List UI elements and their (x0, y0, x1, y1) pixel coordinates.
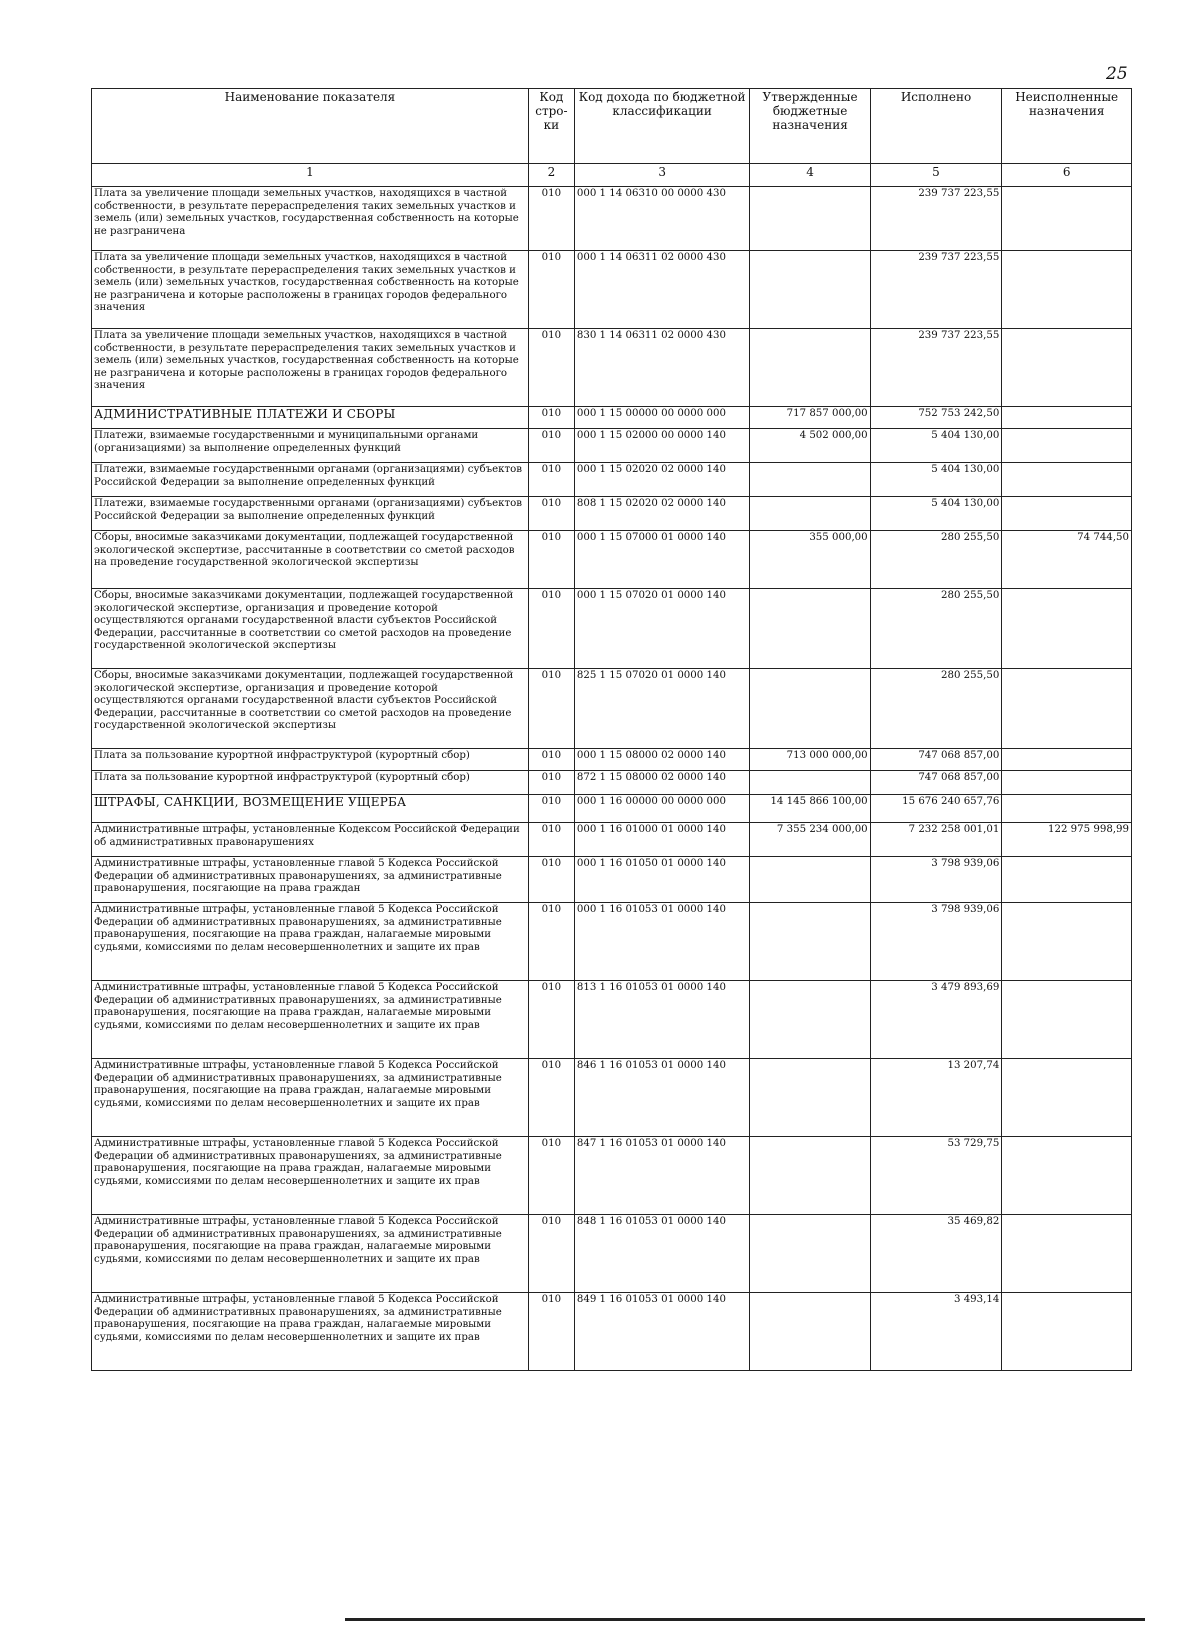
executed-amount: 280 255,50 (870, 531, 1002, 589)
executed-amount: 15 676 240 657,76 (870, 795, 1002, 823)
line-code: 010 (528, 795, 574, 823)
approved-amount (750, 187, 870, 251)
unexecuted-amount (1002, 795, 1132, 823)
executed-amount: 239 737 223,55 (870, 329, 1002, 407)
table-row (92, 771, 1132, 795)
col-number: 5 (870, 164, 1002, 187)
income-code: 000 1 15 08000 02 0000 140 (574, 749, 750, 771)
income-code: 849 1 16 01053 01 0000 140 (574, 1293, 750, 1371)
indicator-name: Плата за увеличение площади земельных участков, находящихся в частной собственности, в результате перераспределения таких земельных участков и земель (или) земельных участков, государственная собственность на которые не разграничена (92, 187, 529, 251)
col-number: 3 (574, 164, 750, 187)
unexecuted-amount (1002, 429, 1132, 463)
line-code: 010 (528, 1215, 574, 1293)
unexecuted-amount (1002, 903, 1132, 981)
col-header-executed: Исполнено (870, 89, 1002, 164)
indicator-name: Административные штрафы, установленные главой 5 Кодекса Российской Федерации об административных правонарушениях, за административные правонарушения, посягающие на права граждан, налагаемые мировыми судьями, комиссиями по делам несовершеннолетних и защите их прав (92, 903, 529, 981)
income-code: 000 1 15 00000 00 0000 000 (574, 407, 750, 429)
line-code: 010 (528, 1059, 574, 1137)
approved-amount (750, 1293, 870, 1371)
approved-amount (750, 497, 870, 531)
income-code: 000 1 16 01050 01 0000 140 (574, 857, 750, 903)
indicator-name: Административные штрафы, установленные главой 5 Кодекса Российской Федерации об административных правонарушениях, за административные правонарушения, посягающие на права граждан (92, 857, 529, 903)
approved-amount (750, 981, 870, 1059)
header-row (92, 89, 1132, 164)
indicator-name: Административные штрафы, установленные главой 5 Кодекса Российской Федерации об административных правонарушениях, за административные правонарушения, посягающие на права граждан, налагаемые мировыми судьями, комиссиями по делам несовершеннолетних и защите их прав (92, 981, 529, 1059)
executed-amount: 3 479 893,69 (870, 981, 1002, 1059)
line-code: 010 (528, 251, 574, 329)
table-row (92, 749, 1132, 771)
line-code: 010 (528, 981, 574, 1059)
line-code: 010 (528, 771, 574, 795)
line-code: 010 (528, 187, 574, 251)
table-row (92, 1137, 1132, 1215)
col-number: 4 (750, 164, 870, 187)
line-code: 010 (528, 329, 574, 407)
unexecuted-amount (1002, 251, 1132, 329)
income-code: 000 1 15 02000 00 0000 140 (574, 429, 750, 463)
executed-amount: 3 798 939,06 (870, 903, 1002, 981)
executed-amount: 239 737 223,55 (870, 251, 1002, 329)
table-row (92, 407, 1132, 429)
unexecuted-amount (1002, 497, 1132, 531)
indicator-name: Административные штрафы, установленные главой 5 Кодекса Российской Федерации об административных правонарушениях, за административные правонарушения, посягающие на права граждан, налагаемые мировыми судьями, комиссиями по делам несовершеннолетних и защите их прав (92, 1059, 529, 1137)
indicator-name: Сборы, вносимые заказчиками документации, подлежащей государственной экологической экспертизе, организация и проведение которой осуществляются органами государственной власти субъектов Российской Федерации, рассчитанные в соответствии со сметой расходов на проведение государственной экологической экспертизы (92, 589, 529, 669)
col-number: 2 (528, 164, 574, 187)
executed-amount: 3 798 939,06 (870, 857, 1002, 903)
indicator-name: ШТРАФЫ, САНКЦИИ, ВОЗМЕЩЕНИЕ УЩЕРБА (92, 795, 529, 823)
executed-amount: 5 404 130,00 (870, 463, 1002, 497)
approved-amount (750, 903, 870, 981)
unexecuted-amount (1002, 749, 1132, 771)
line-code: 010 (528, 823, 574, 857)
approved-amount: 14 145 866 100,00 (750, 795, 870, 823)
executed-amount: 5 404 130,00 (870, 497, 1002, 531)
unexecuted-amount (1002, 771, 1132, 795)
income-code: 000 1 14 06311 02 0000 430 (574, 251, 750, 329)
line-code: 010 (528, 429, 574, 463)
income-code: 813 1 16 01053 01 0000 140 (574, 981, 750, 1059)
indicator-name: Плата за пользование курортной инфраструктурой (курортный сбор) (92, 749, 529, 771)
table-row (92, 589, 1132, 669)
table-row (92, 857, 1132, 903)
income-code: 000 1 14 06310 00 0000 430 (574, 187, 750, 251)
table-row (92, 329, 1132, 407)
executed-amount: 747 068 857,00 (870, 771, 1002, 795)
executed-amount: 13 207,74 (870, 1059, 1002, 1137)
table-row (92, 429, 1132, 463)
income-code: 000 1 16 00000 00 0000 000 (574, 795, 750, 823)
unexecuted-amount: 122 975 998,99 (1002, 823, 1132, 857)
indicator-name: АДМИНИСТРАТИВНЫЕ ПЛАТЕЖИ И СБОРЫ (92, 407, 529, 429)
unexecuted-amount (1002, 463, 1132, 497)
page-number: 25 (1106, 64, 1128, 84)
approved-amount: 355 000,00 (750, 531, 870, 589)
indicator-name: Административные штрафы, установленные главой 5 Кодекса Российской Федерации об административных правонарушениях, за административные правонарушения, посягающие на права граждан, налагаемые мировыми судьями, комиссиями по делам несовершеннолетних и защите их прав (92, 1137, 529, 1215)
table-row (92, 463, 1132, 497)
indicator-name: Административные штрафы, установленные главой 5 Кодекса Российской Федерации об административных правонарушениях, за административные правонарушения, посягающие на права граждан, налагаемые мировыми судьями, комиссиями по делам несовершеннолетних и защите их прав (92, 1215, 529, 1293)
indicator-name: Плата за пользование курортной инфраструктурой (курортный сбор) (92, 771, 529, 795)
line-code: 010 (528, 407, 574, 429)
line-code: 010 (528, 857, 574, 903)
table-row (92, 531, 1132, 589)
line-code: 010 (528, 497, 574, 531)
indicator-name: Плата за увеличение площади земельных участков, находящихся в частной собственности, в результате перераспределения таких земельных участков и земель (или) земельных участков, государственная собственность на которые не разграничена и которые расположены в границах городов федерального значения (92, 251, 529, 329)
indicator-name: Административные штрафы, установленные главой 5 Кодекса Российской Федерации об административных правонарушениях, за административные правонарушения, посягающие на права граждан, налагаемые мировыми судьями, комиссиями по делам несовершеннолетних и защите их прав (92, 1293, 529, 1371)
approved-amount (750, 589, 870, 669)
col-header-line-code: Код стро-ки (528, 89, 574, 164)
table-row (92, 1215, 1132, 1293)
unexecuted-amount: 74 744,50 (1002, 531, 1132, 589)
income-code: 846 1 16 01053 01 0000 140 (574, 1059, 750, 1137)
col-number: 1 (92, 164, 529, 187)
approved-amount: 7 355 234 000,00 (750, 823, 870, 857)
approved-amount (750, 669, 870, 749)
income-code: 872 1 15 08000 02 0000 140 (574, 771, 750, 795)
approved-amount (750, 771, 870, 795)
col-header-income-code: Код дохода по бюджетной классификации (574, 89, 750, 164)
unexecuted-amount (1002, 329, 1132, 407)
unexecuted-amount (1002, 1215, 1132, 1293)
approved-amount: 713 000 000,00 (750, 749, 870, 771)
executed-amount: 280 255,50 (870, 589, 1002, 669)
approved-amount (750, 1059, 870, 1137)
executed-amount: 7 232 258 001,01 (870, 823, 1002, 857)
unexecuted-amount (1002, 981, 1132, 1059)
col-header-unexecuted: Неисполненные назначения (1002, 89, 1132, 164)
approved-amount: 4 502 000,00 (750, 429, 870, 463)
indicator-name: Административные штрафы, установленные Кодексом Российской Федерации об административных правонарушениях (92, 823, 529, 857)
line-code: 010 (528, 589, 574, 669)
col-header-approved: Утвержденные бюджетные назначения (750, 89, 870, 164)
approved-amount: 717 857 000,00 (750, 407, 870, 429)
executed-amount: 53 729,75 (870, 1137, 1002, 1215)
indicator-name: Плата за увеличение площади земельных участков, находящихся в частной собственности, в результате перераспределения таких земельных участков и земель (или) земельных участков, государственная собственность на которые не разграничена и которые расположены в границах городов федерального значения (92, 329, 529, 407)
line-code: 010 (528, 463, 574, 497)
line-code: 010 (528, 903, 574, 981)
executed-amount: 752 753 242,50 (870, 407, 1002, 429)
table-row (92, 1059, 1132, 1137)
table-row (92, 497, 1132, 531)
income-code: 847 1 16 01053 01 0000 140 (574, 1137, 750, 1215)
executed-amount: 747 068 857,00 (870, 749, 1002, 771)
line-code: 010 (528, 749, 574, 771)
table-row (92, 795, 1132, 823)
table-row (92, 823, 1132, 857)
line-code: 010 (528, 531, 574, 589)
table-row (92, 251, 1132, 329)
table-row (92, 903, 1132, 981)
income-code: 808 1 15 02020 02 0000 140 (574, 497, 750, 531)
approved-amount (750, 251, 870, 329)
executed-amount: 5 404 130,00 (870, 429, 1002, 463)
bottom-rule (345, 1618, 1145, 1621)
unexecuted-amount (1002, 589, 1132, 669)
indicator-name: Платежи, взимаемые государственными и муниципальными органами (организациями) за выполнение определенных функций (92, 429, 529, 463)
income-code: 830 1 14 06311 02 0000 430 (574, 329, 750, 407)
table-row (92, 669, 1132, 749)
income-code: 000 1 15 02020 02 0000 140 (574, 463, 750, 497)
unexecuted-amount (1002, 1059, 1132, 1137)
approved-amount (750, 463, 870, 497)
unexecuted-amount (1002, 1137, 1132, 1215)
col-header-name: Наименование показателя (92, 89, 529, 164)
unexecuted-amount (1002, 407, 1132, 429)
report-table (91, 88, 1132, 1371)
table-row (92, 187, 1132, 251)
line-code: 010 (528, 669, 574, 749)
indicator-name: Сборы, вносимые заказчиками документации, подлежащей государственной экологической экспертизе, организация и проведение которой осуществляются органами государственной власти субъектов Российской Федерации, рассчитанные в соответствии со сметой расходов на проведение государственной экологической экспертизы (92, 669, 529, 749)
approved-amount (750, 1215, 870, 1293)
approved-amount (750, 329, 870, 407)
line-code: 010 (528, 1137, 574, 1215)
income-code: 000 1 16 01000 01 0000 140 (574, 823, 750, 857)
line-code: 010 (528, 1293, 574, 1371)
indicator-name: Платежи, взимаемые государственными органами (организациями) субъектов Российской Федерации за выполнение определенных функций (92, 463, 529, 497)
executed-amount: 35 469,82 (870, 1215, 1002, 1293)
unexecuted-amount (1002, 187, 1132, 251)
executed-amount: 239 737 223,55 (870, 187, 1002, 251)
income-code: 848 1 16 01053 01 0000 140 (574, 1215, 750, 1293)
income-code: 000 1 15 07020 01 0000 140 (574, 589, 750, 669)
approved-amount (750, 857, 870, 903)
income-code: 825 1 15 07020 01 0000 140 (574, 669, 750, 749)
report-body (92, 187, 1132, 1371)
executed-amount: 3 493,14 (870, 1293, 1002, 1371)
income-code: 000 1 16 01053 01 0000 140 (574, 903, 750, 981)
income-code: 000 1 15 07000 01 0000 140 (574, 531, 750, 589)
table-row (92, 981, 1132, 1059)
indicator-name: Сборы, вносимые заказчиками документации, подлежащей государственной экологической экспертизе, рассчитанные в соответствии со сметой расходов на проведение государственной экологической экспертизы (92, 531, 529, 589)
column-number-row (92, 164, 1132, 187)
col-number: 6 (1002, 164, 1132, 187)
approved-amount (750, 1137, 870, 1215)
indicator-name: Платежи, взимаемые государственными органами (организациями) субъектов Российской Федерации за выполнение определенных функций (92, 497, 529, 531)
table-row (92, 1293, 1132, 1371)
unexecuted-amount (1002, 1293, 1132, 1371)
unexecuted-amount (1002, 669, 1132, 749)
executed-amount: 280 255,50 (870, 669, 1002, 749)
unexecuted-amount (1002, 857, 1132, 903)
